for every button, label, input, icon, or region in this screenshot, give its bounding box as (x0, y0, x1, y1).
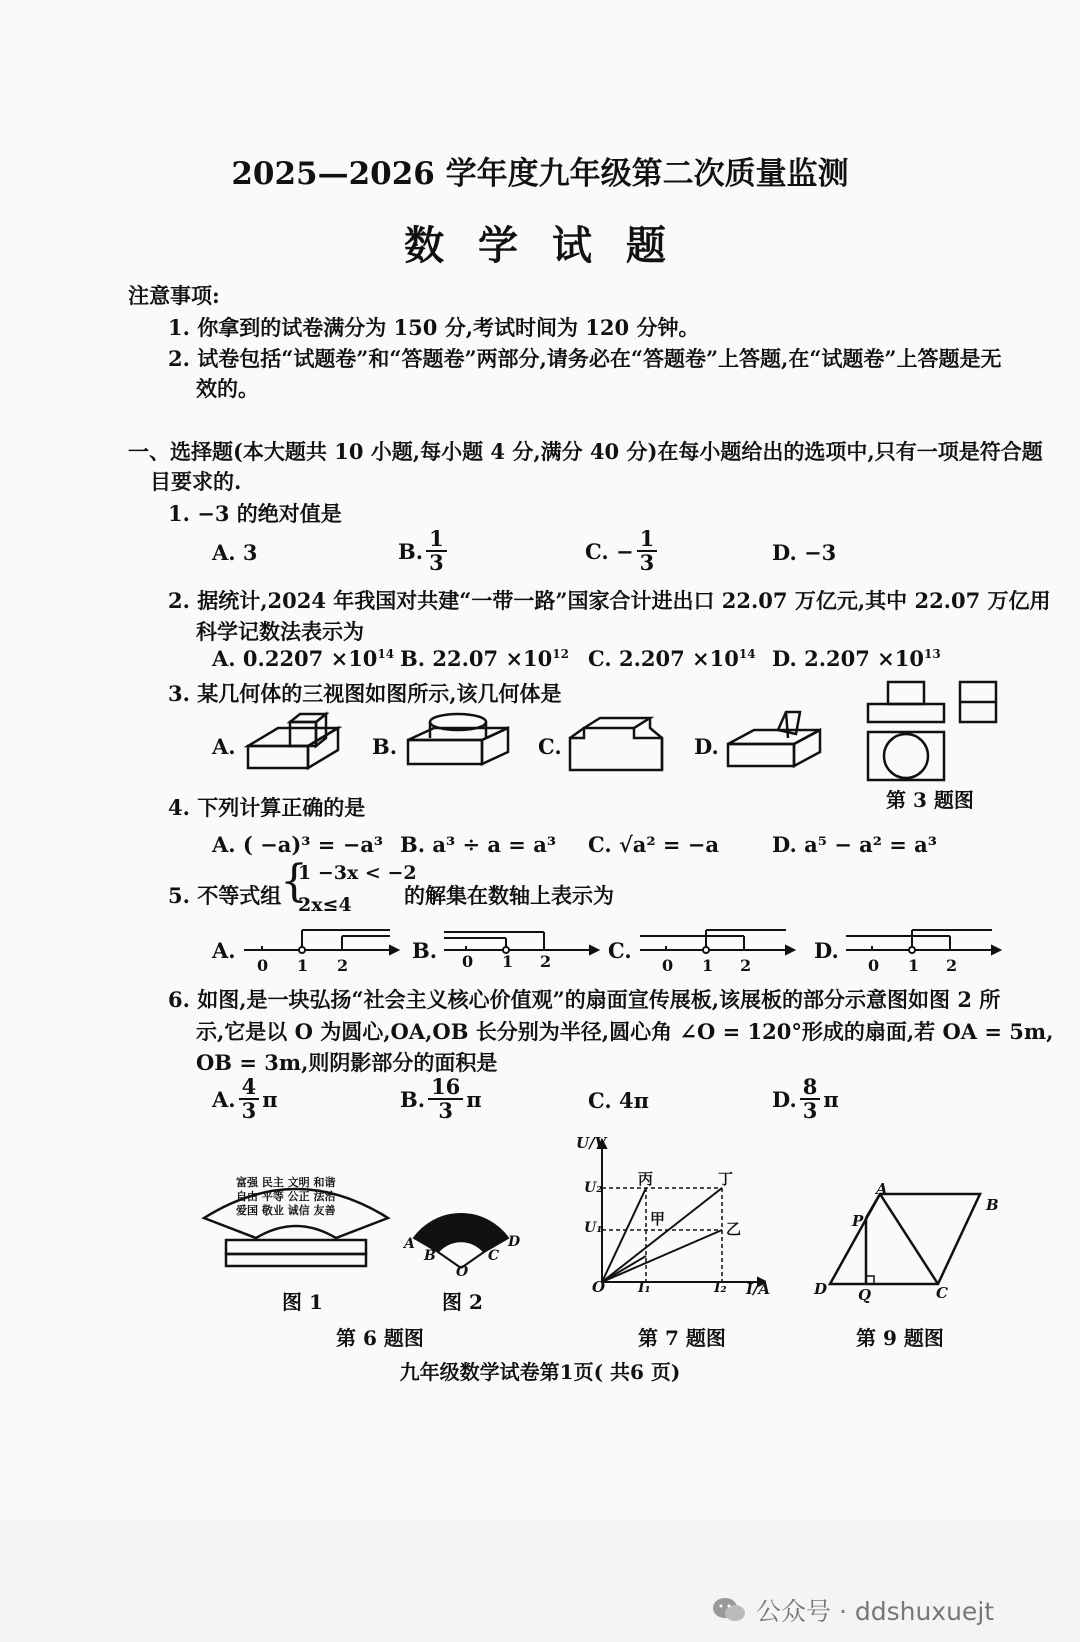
q9-figure (820, 1180, 1000, 1290)
q3-solid-b (400, 708, 515, 778)
q2-b-base: B. 22.07 ×10 (400, 646, 553, 671)
q3-caption: 第 3 题图 (886, 788, 974, 812)
q6-fig1-caption: 图 1 (282, 1290, 323, 1314)
q6-stem-cont-2: OB = 3m,则阴影部分的面积是 (196, 1050, 498, 1075)
q2-stem: 2. 据统计,2024 年我国对共建“一带一路”国家合计进出口 22.07 万亿元,其中 22.07 万亿用 (168, 588, 1051, 613)
q1-c-denominator: 3 (639, 550, 655, 576)
q5-system-line1: 1 −3x < −2 (298, 862, 417, 884)
section-heading: 一、选择题(本大题共 10 小题,每小题 4 分,满分 40 分)在每小题给出的选项中,只有一项是符合题 (128, 439, 1043, 464)
q3-label-c: C. (538, 734, 562, 759)
q2-option-d (772, 646, 941, 671)
q5-stem-suffix: 的解集在数轴上表示为 (404, 883, 614, 908)
q2-option-c (588, 646, 756, 671)
watermark-text: 公众号 · ddshuxuejt (756, 1597, 995, 1626)
q5-label-a: A. (212, 938, 236, 963)
q9-caption: 第 9 题图 (856, 1326, 944, 1350)
q6-point-o: O (456, 1264, 469, 1280)
q5-stem-prefix: 5. 不等式组 (168, 883, 282, 908)
q9-point-d: D (814, 1280, 828, 1298)
q9-point-a: A (876, 1180, 888, 1198)
q6-point-b: B (424, 1248, 436, 1264)
q6-point-c: C (488, 1248, 500, 1264)
q6-option-d (772, 1076, 839, 1122)
q2-a-base: A. 0.2207 ×10 (212, 646, 378, 671)
q6-fan-text-line2: 自由 平等 公正 法治 (236, 1189, 336, 1203)
q3-label-b: B. (372, 734, 398, 759)
q7-x-tick-i1: I₁ (638, 1280, 651, 1296)
exam-title: 2025—2026 学年度九年级第二次质量监测 (231, 156, 849, 192)
q5-d-tick-2: 2 (946, 956, 958, 975)
q7-x-tick-i2: I₂ (714, 1280, 727, 1296)
q7-origin-label: O (592, 1278, 606, 1296)
q2-c-exponent: 14 (738, 647, 756, 661)
q7-y-axis-label: U/V (576, 1134, 607, 1152)
q9-point-c: C (936, 1284, 948, 1302)
q6-a-numerator: 4 (239, 1076, 260, 1100)
q2-option-a (212, 646, 394, 671)
q2-d-exponent: 13 (923, 647, 941, 661)
notice-heading: 注意事项: (128, 283, 220, 308)
notice-item-2: 2. 试卷包括“试题卷”和“答题卷”两部分,请务必在“答题卷”上答题,在“试题卷”上答题是无 (168, 346, 1002, 371)
q1-b-numerator: 1 (426, 528, 447, 552)
q7-caption: 第 7 题图 (638, 1326, 726, 1350)
q6-b-denominator: 3 (438, 1098, 453, 1124)
q3-solid-a (238, 708, 348, 778)
q7-y-tick-u1: U₁ (584, 1220, 603, 1236)
q1-option-b (398, 528, 450, 574)
q5-a-tick-2: 2 (337, 956, 349, 975)
q4-option-c: C. √a² = −a (588, 832, 719, 857)
q5-b-tick-1: 1 (502, 952, 514, 971)
q6-stem-cont-1: 示,它是以 O 为圆心,OA,OB 长分别为半径,圆心角 ∠O = 120°形成的扇面,若 OA = 5m, (196, 1019, 1054, 1044)
q6-a-pi: π (262, 1086, 278, 1112)
q2-b-exponent: 12 (552, 647, 569, 661)
q4-option-a: A. ( −a)³ = −a³ (212, 832, 384, 857)
q1-b-denominator: 3 (429, 550, 444, 576)
q6-d-denominator: 3 (802, 1098, 818, 1124)
q5-numberline-c (636, 924, 796, 974)
q6-option-c: C. 4π (588, 1088, 649, 1113)
q5-c-tick-2: 2 (740, 956, 752, 975)
notice-item-2-cont: 效的。 (196, 376, 259, 401)
q5-label-b: B. (412, 938, 438, 963)
q6-point-a: A (404, 1236, 415, 1252)
q5-system-line2: 2x≤4 (298, 894, 352, 916)
q1-option-c-label: C. − (585, 538, 634, 564)
q2-option-b (400, 646, 569, 671)
q1-option-b-label: B. (398, 538, 424, 564)
q3-label-a: A. (212, 734, 236, 759)
q6-d-pi: π (823, 1086, 839, 1112)
q2-a-exponent: 14 (377, 647, 395, 661)
q6-d-numerator: 8 (800, 1076, 821, 1100)
q7-point-bing: 丙 (638, 1170, 654, 1188)
q6-option-d-label: D. (772, 1086, 797, 1112)
q1-option-c (585, 528, 660, 574)
q6-option-a (212, 1076, 278, 1122)
q5-brace: { (280, 856, 308, 907)
q1-c-numerator: 1 (637, 528, 658, 552)
q5-label-c: C. (608, 938, 632, 963)
q6-fan-text-line1: 富强 民主 文明 和谐 (236, 1176, 336, 1189)
q5-d-tick-0: 0 (868, 956, 880, 975)
q6-option-b-label: B. (400, 1086, 426, 1112)
q1-option-a: A. 3 (212, 540, 258, 565)
q1-stem: 1. −3 的绝对值是 (168, 501, 342, 526)
q9-point-q: Q (858, 1286, 872, 1304)
q6-option-a-label: A. (212, 1086, 236, 1112)
q6-point-d: D (508, 1234, 521, 1250)
q7-point-ding: 丁 (718, 1170, 734, 1188)
q6-fan-text-line3: 爱国 敬业 诚信 友善 (236, 1203, 336, 1217)
q6-option-b (400, 1076, 482, 1122)
q5-b-tick-0: 0 (462, 952, 474, 971)
q4-option-b: B. a³ ÷ a = a³ (400, 832, 557, 857)
q3-solid-d (720, 708, 830, 778)
q6-b-pi: π (466, 1086, 482, 1112)
q2-stem-cont: 科学记数法表示为 (196, 619, 364, 644)
q5-d-tick-1: 1 (908, 956, 920, 975)
watermark (712, 1592, 994, 1628)
q2-c-base: C. 2.207 ×10 (588, 646, 739, 671)
q5-c-tick-0: 0 (662, 956, 674, 975)
q5-label-d: D. (814, 938, 839, 963)
section-heading-cont: 目要求的. (150, 469, 242, 494)
q3-label-d: D. (694, 734, 719, 759)
q5-a-tick-0: 0 (257, 956, 269, 975)
subject-title: 数 学 试 题 (404, 222, 676, 269)
q3-solid-c (564, 708, 674, 778)
q4-option-d: D. a⁵ − a² = a³ (772, 832, 937, 857)
q7-point-yi: 乙 (726, 1220, 742, 1238)
q3-stem: 3. 某几何体的三视图如图所示,该几何体是 (168, 681, 562, 706)
q3-three-views (862, 678, 1007, 786)
q6-caption: 第 6 题图 (336, 1326, 424, 1350)
q6-stem: 6. 如图,是一块弘扬“社会主义核心价值观”的扇面宣传展板,该展板的部分示意图如图 2 所 (168, 987, 1001, 1012)
q6-fan-text (236, 1176, 336, 1217)
q6-b-numerator: 16 (428, 1076, 463, 1100)
q7-y-tick-u2: U₂ (584, 1180, 603, 1196)
q5-b-tick-2: 2 (540, 952, 552, 971)
notice-item-1: 1. 你拿到的试卷满分为 150 分,考试时间为 120 分钟。 (168, 315, 700, 340)
q2-d-base: D. 2.207 ×10 (772, 646, 924, 671)
q6-fig2-caption: 图 2 (442, 1290, 483, 1314)
q1-option-d: D. −3 (772, 540, 837, 565)
q7-point-jia: 甲 (650, 1210, 666, 1228)
q5-a-tick-1: 1 (297, 956, 309, 975)
q4-stem: 4. 下列计算正确的是 (168, 795, 366, 820)
q6-a-denominator: 3 (241, 1098, 257, 1124)
q7-x-axis-label: I/A (746, 1280, 771, 1298)
page-footer: 九年级数学试卷第1页( 共6 页) (399, 1360, 681, 1384)
q9-point-b: B (986, 1196, 999, 1214)
q5-numberline-d (842, 924, 1002, 974)
wechat-icon (712, 1597, 746, 1623)
q5-c-tick-1: 1 (702, 956, 714, 975)
q9-point-p: P (852, 1212, 864, 1230)
